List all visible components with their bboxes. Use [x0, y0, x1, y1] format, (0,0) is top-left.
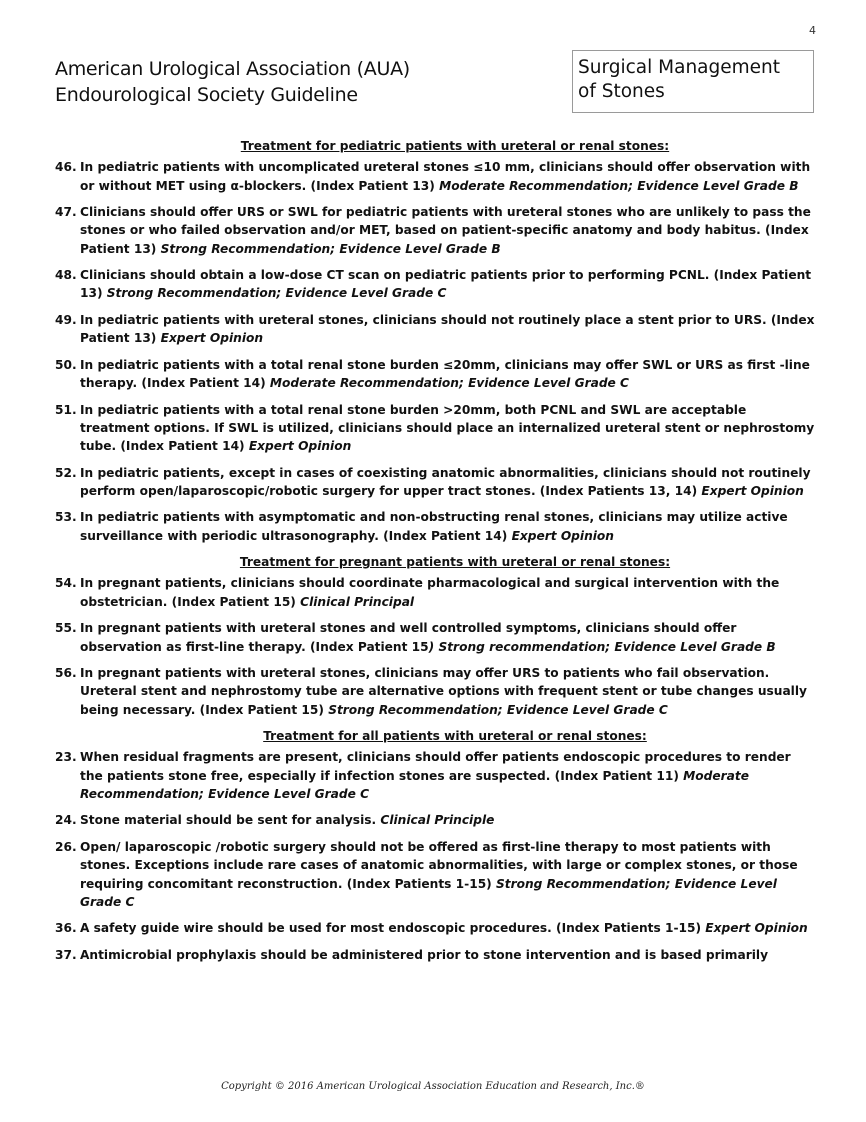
statement-number: 37. — [55, 947, 77, 962]
statement-body: In pregnant patients with ureteral stones, clinicians may offer URS to patients who fail observation. Ureteral stent and nephrostomy tube are alternative options with frequent stent or tube changes usually being necessary. (Index Patient 15) — [80, 666, 807, 717]
evidence-grade: Expert Opinion — [248, 439, 352, 454]
statement-number: 52. — [55, 465, 77, 480]
statement-text — [80, 464, 815, 501]
copyright-footer: Copyright © 2016 American Urological Association Education and Research, Inc.® — [221, 1081, 645, 1092]
statement-54 — [55, 574, 815, 611]
statement-26 — [55, 838, 815, 911]
statement-text — [80, 311, 815, 348]
statement-text — [80, 508, 815, 545]
statement-number: 36. — [55, 921, 77, 936]
statement-text — [80, 574, 815, 611]
statement-body: Stone material should be sent for analysis. — [80, 813, 381, 828]
statement-text — [80, 919, 815, 937]
evidence-grade: Moderate Recommendation; Evidence Level Grade C — [269, 376, 630, 391]
guideline-title-line1: American Urological Association (AUA) — [55, 58, 410, 80]
topic-line1: Surgical Management — [578, 57, 781, 78]
statement-number: 26. — [55, 839, 77, 854]
statement-51 — [55, 401, 815, 456]
statement-body: Antimicrobial prophylaxis should be administered prior to stone intervention and is based primarily — [80, 947, 769, 962]
evidence-grade: Strong Recommendation; Evidence Level Grade C — [106, 286, 447, 301]
statement-number: 49. — [55, 312, 77, 327]
statement-text — [80, 811, 815, 829]
statement-50 — [55, 356, 815, 393]
topic-box — [572, 50, 814, 113]
evidence-grade: Expert Opinion — [701, 483, 804, 498]
evidence-grade: Clinical Principal — [300, 594, 415, 609]
statement-body: In pediatric patients with a total renal stone burden ≤20mm, clinicians may offer SWL or URS as first -line therapy. (Index Patient 14) — [80, 357, 810, 391]
statement-23 — [55, 748, 815, 803]
section-heading-pediatric: Treatment for pediatric patients with ureteral or renal stones: — [240, 139, 670, 153]
evidence-grade: Expert Opinion — [511, 528, 614, 543]
evidence-grade: Expert Opinion — [705, 921, 808, 936]
statement-body: In pediatric patients with a total renal stone burden >20mm, both PCNL and SWL are acceptable treatment options. If SWL is utilized, clinicians should place an internalized ureteral stent or nephrostomy tube. (Index Patient 14) — [80, 402, 815, 454]
section-heading-all-patients: Treatment for all patients with ureteral or renal stones: — [263, 729, 647, 744]
statement-text — [80, 664, 815, 719]
statement-body: In pregnant patients, clinicians should coordinate pharmacological and surgical intervention with the obstetrician. (Index Patient 15) — [80, 576, 780, 609]
statement-body: In pediatric patients with ureteral stones, clinicians should not routinely place a stent prior to URS. (Index Patient 13) — [80, 312, 815, 346]
statement-text — [80, 356, 815, 393]
statement-text — [80, 203, 815, 258]
evidence-grade: Moderate Recommendation; Evidence Level Grade C — [80, 768, 749, 801]
statement-52 — [55, 464, 815, 501]
statement-body: In pediatric patients with uncomplicated ureteral stones ≤10 mm, clinicians should offer observation with or without MET using α-blockers. (Index Patient 13) — [80, 160, 811, 193]
statement-body: When residual fragments are present, clinicians should offer patients endoscopic procedures to render the patients stone free, especially if infection stones are suspected. (Index Patient 11) — [80, 750, 791, 783]
statement-text — [80, 619, 815, 656]
statement-56 — [55, 664, 815, 719]
statement-37 — [55, 946, 815, 964]
statement-46 — [55, 158, 815, 195]
statement-number: 47. — [55, 205, 77, 220]
statements-content — [55, 137, 815, 972]
statement-48 — [55, 266, 815, 303]
statement-number: 50. — [55, 357, 77, 372]
statement-47 — [55, 203, 815, 258]
evidence-grade: Strong Recommendation; Evidence Level Grade C — [328, 702, 668, 717]
statement-body: In pediatric patients with asymptomatic and non-obstructing renal stones, clinicians may utilize active surveillance with periodic ultrasonography. (Index Patient 14) — [80, 510, 788, 543]
statement-number: 48. — [55, 268, 77, 283]
statement-24 — [55, 811, 815, 829]
statement-text — [80, 946, 815, 964]
statement-text — [80, 401, 815, 456]
evidence-grade: ) Strong recommendation; Evidence Level Grade B — [428, 639, 776, 654]
statement-text — [80, 838, 815, 911]
statement-53 — [55, 508, 815, 545]
statement-body: In pediatric patients, except in cases of coexisting anatomic abnormalities, clinicians should not routinely perform open/laparoscopic/robotic surgery for upper tract stones. (Index Patients 13, 14) — [80, 465, 811, 498]
statement-body: A safety guide wire should be used for most endoscopic procedures. (Index Patients 1-15) — [80, 921, 706, 936]
statement-number: 56. — [55, 666, 77, 680]
statement-number: 46. — [55, 160, 77, 175]
evidence-grade: Clinical Principle — [380, 813, 495, 828]
section-heading-pregnant: Treatment for pregnant patients with ureteral or renal stones: — [239, 555, 671, 570]
guideline-title — [55, 56, 410, 108]
statement-body: Clinicians should offer URS or SWL for pediatric patients with ureteral stones who are unlikely to pass the stones or who failed observation and/or MET, based on patient-specific anatomy and body habitus. (Index Patient 13) — [80, 205, 811, 256]
statement-number: 55. — [55, 621, 77, 636]
statement-55 — [55, 619, 815, 656]
statement-number: 54. — [55, 576, 77, 591]
topic-line2: of Stones — [578, 81, 665, 102]
statement-text — [80, 748, 815, 803]
statement-body: In pregnant patients with ureteral stones and well controlled symptoms, clinicians should offer observation as first-line therapy. (Index Patient 15 — [80, 621, 737, 654]
statement-text — [80, 158, 815, 195]
guideline-title-line2: Endourological Society Guideline — [55, 84, 358, 106]
statement-49 — [55, 311, 815, 348]
statement-36 — [55, 919, 815, 937]
evidence-grade: Strong Recommendation; Evidence Level Grade C — [80, 876, 777, 909]
statement-number: 23. — [55, 750, 77, 765]
evidence-grade: Expert Opinion — [160, 331, 264, 346]
statement-number: 51. — [55, 402, 77, 417]
evidence-grade: Moderate Recommendation; Evidence Level Grade B — [439, 178, 799, 193]
statement-number: 24. — [55, 813, 77, 828]
statement-body: Clinicians should obtain a low-dose CT scan on pediatric patients prior to performing PCNL. (Index Patient 13) — [80, 268, 812, 301]
statement-text — [80, 266, 815, 303]
page-number: 4 — [809, 24, 816, 37]
statement-body: Open/ laparoscopic /robotic surgery should not be offered as first-line therapy to most patients with stones. Exceptions include rare cases of anatomic abnormalities, with large or complex stones, or those requiring concomitant reconstruction. (Index Patients 1-15) — [80, 839, 798, 891]
evidence-grade: Strong Recommendation; Evidence Level Grade B — [160, 241, 501, 256]
statement-number: 53. — [55, 510, 77, 525]
